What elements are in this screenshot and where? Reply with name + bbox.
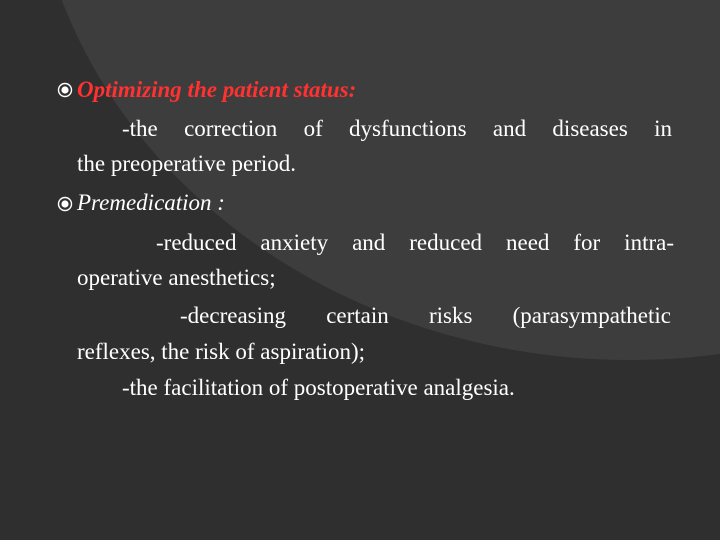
bullet-text-line: -reduced anxiety and reduced need for intra- [156,230,674,255]
circle-bullet-icon [57,196,73,212]
bullet-heading-premedication: Premedication : [77,190,225,215]
bullet-text-line: -decreasing certain risks (parasympathetic [180,303,671,328]
bullet-text-line: operative anesthetics; [77,265,276,290]
bullet-text-line: reflexes, the risk of aspiration); [77,339,366,364]
bullet-text-line: -the correction of dysfunctions and diseases in [122,116,672,141]
bullet-text-line: -the facilitation of postoperative analgesia. [122,375,515,400]
circle-bullet-icon [57,82,73,98]
bullet-heading-optimizing: Optimizing the patient status: [77,77,357,102]
bullet-text-line: the preoperative period. [77,151,297,176]
